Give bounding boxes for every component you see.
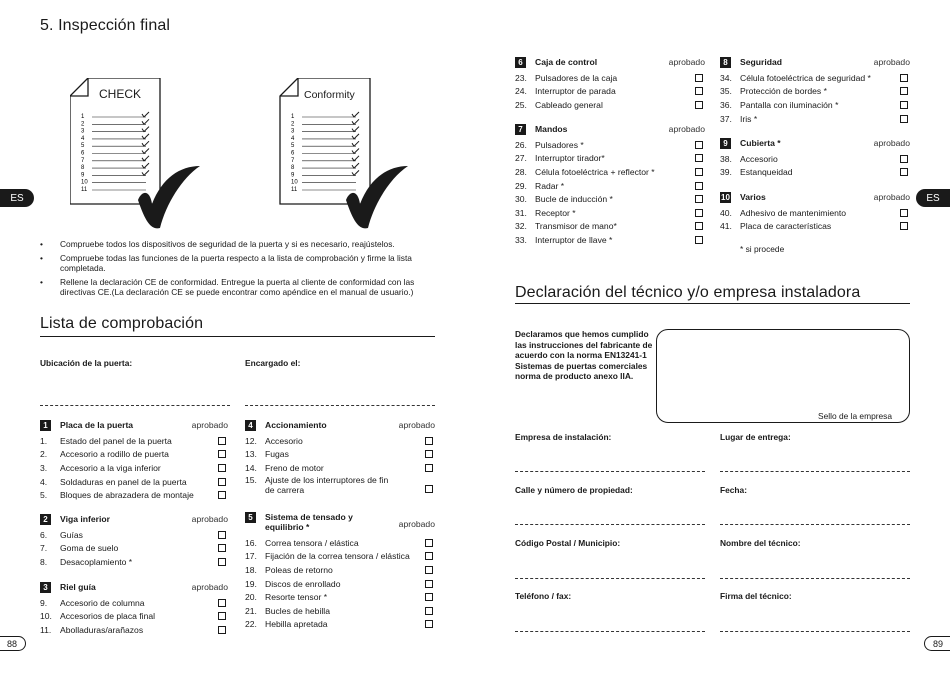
item-number: 13. xyxy=(245,449,257,460)
checklist-item xyxy=(245,475,435,497)
item-number: 17. xyxy=(245,551,257,562)
sheet-line-number: 6 xyxy=(81,150,85,157)
item-label: Bloques de abrazadera de montaje xyxy=(60,490,194,501)
item-number: 20. xyxy=(245,592,257,603)
item-number: 18. xyxy=(245,564,257,575)
checklist-section-2 xyxy=(40,514,228,569)
item-label: Célula fotoeléctrica de seguridad * xyxy=(740,72,871,83)
section-number-badge: 9 xyxy=(720,138,731,149)
approved-checkbox[interactable] xyxy=(695,182,703,190)
item-number: 31. xyxy=(515,207,527,218)
item-number: 7. xyxy=(40,543,48,554)
approved-checkbox[interactable] xyxy=(900,209,908,217)
item-number: 41. xyxy=(720,221,732,232)
item-label: Receptor * xyxy=(535,207,576,218)
declaration-text: Declaramos que hemos cumplido las instrucciones del fabricante de acuerdo con la norma EN13241-1 Sistemas de puertas comerciales norma de producto anexo IIA. xyxy=(515,329,653,382)
sheet-line-number: 9 xyxy=(291,172,295,179)
sheet-line-number: 10 xyxy=(81,179,88,186)
section-header xyxy=(245,512,435,536)
checklist-item xyxy=(515,192,705,206)
item-label: Accesorio xyxy=(740,153,778,164)
item-label: Resorte tensor * xyxy=(265,592,328,603)
page-number-right: 89 xyxy=(924,636,950,651)
item-number: 4. xyxy=(40,476,48,487)
sheet-line-number: 11 xyxy=(81,187,88,193)
approved-checkbox[interactable] xyxy=(218,612,226,620)
item-label: Interruptor tirador* xyxy=(535,153,605,164)
instruction-list xyxy=(40,239,440,301)
item-label: Estanqueidad xyxy=(740,167,793,178)
checklist-item xyxy=(515,220,705,234)
sheet-line-number: 6 xyxy=(291,150,295,157)
checklist-item xyxy=(515,233,705,247)
section-title: Varios xyxy=(740,192,766,202)
sheet-line-number: 7 xyxy=(81,157,85,164)
approved-checkbox[interactable] xyxy=(218,626,226,634)
item-number: 39. xyxy=(720,167,732,178)
item-label: Cableado general xyxy=(535,99,603,110)
checklist-item xyxy=(40,448,228,462)
sheet-line-number: 4 xyxy=(291,135,295,142)
section-header xyxy=(40,514,228,528)
approved-checkbox[interactable] xyxy=(425,450,433,458)
date-label: Fecha: xyxy=(720,485,747,495)
item-number: 28. xyxy=(515,166,527,177)
section-header xyxy=(515,57,705,71)
checklist-item xyxy=(720,71,910,85)
door-location-label: Ubicación de la puerta: xyxy=(40,358,133,368)
item-label: Adhesivo de mantenimiento xyxy=(740,207,847,218)
sheet-line-number: 5 xyxy=(291,143,295,150)
item-number: 36. xyxy=(720,99,732,110)
approved-column-label: aprobado xyxy=(873,192,910,202)
approved-checkbox[interactable] xyxy=(695,168,703,176)
sheet-line-number: 3 xyxy=(291,128,295,135)
approved-checkbox[interactable] xyxy=(218,544,226,552)
checklist-item xyxy=(40,528,228,542)
approved-checkbox[interactable] xyxy=(900,101,908,109)
section-header xyxy=(720,57,910,71)
item-number: 14. xyxy=(245,462,257,473)
item-label: Célula fotoeléctrica + reflector * xyxy=(535,166,655,177)
approved-checkbox[interactable] xyxy=(695,101,703,109)
checklist-item xyxy=(720,152,910,166)
checklist-section-3 xyxy=(40,582,228,637)
item-label: Goma de suelo xyxy=(60,543,119,554)
item-label: Placa de características xyxy=(740,221,832,232)
postal-label: Código Postal / Municipio: xyxy=(515,538,621,548)
section-header xyxy=(720,192,910,206)
item-label: Accesorio a la viga inferior xyxy=(60,462,161,473)
item-label: Protección de bordes * xyxy=(740,86,827,97)
commissioned-field[interactable] xyxy=(245,405,435,406)
checklist-section-8 xyxy=(720,57,910,125)
approved-checkbox[interactable] xyxy=(695,236,703,244)
postal-field[interactable] xyxy=(515,578,705,579)
item-number: 23. xyxy=(515,72,527,83)
sheet-line-number: 8 xyxy=(81,165,85,172)
approved-checkbox[interactable] xyxy=(425,464,433,472)
checklist-item xyxy=(515,71,705,85)
sheet-line-number: 2 xyxy=(81,121,85,128)
item-label: Poleas de retorno xyxy=(265,564,333,575)
approved-checkbox[interactable] xyxy=(900,115,908,123)
checklist-item xyxy=(40,555,228,569)
section-header xyxy=(40,420,228,434)
heading-checklist: Lista de comprobación xyxy=(40,315,204,332)
item-number: 10. xyxy=(40,611,52,622)
item-number: 25. xyxy=(515,99,527,110)
approved-column-label: aprobado xyxy=(668,124,705,134)
item-number: 22. xyxy=(245,619,257,630)
checklist-item xyxy=(245,434,435,448)
section-title: Cubierta * xyxy=(740,138,781,148)
item-label: Pulsadores * xyxy=(535,139,584,150)
sheet-line-number: 7 xyxy=(291,157,295,164)
approved-checkbox[interactable] xyxy=(695,87,703,95)
approved-checkbox[interactable] xyxy=(425,580,433,588)
sheet-line-number: 4 xyxy=(81,135,85,142)
checklist-item xyxy=(40,596,228,610)
approved-checkbox[interactable] xyxy=(695,154,703,162)
item-label: Bucle de inducción * xyxy=(535,194,613,205)
street-label: Calle y número de propiedad: xyxy=(515,485,633,495)
checklist-item xyxy=(515,138,705,152)
language-tab-left: ES xyxy=(0,189,34,207)
checklist-item xyxy=(245,604,435,618)
item-label: Desacoplamiento * xyxy=(60,556,133,567)
approved-checkbox[interactable] xyxy=(900,168,908,176)
item-label: Ajuste de los interruptores de fin de carrera xyxy=(265,474,389,495)
checklist-item xyxy=(515,152,705,166)
sheet-line-number: 5 xyxy=(81,143,85,150)
item-label: Accesorio xyxy=(265,435,303,446)
check-sheet-title: CHECK xyxy=(99,87,142,101)
checklist-item xyxy=(245,563,435,577)
phone-field[interactable] xyxy=(515,631,705,632)
item-label: Interruptor de llave * xyxy=(535,234,613,245)
item-label: Discos de enrollado xyxy=(265,578,341,589)
approved-checkbox[interactable] xyxy=(425,552,433,560)
section-number-badge: 1 xyxy=(40,420,51,431)
approved-checkbox[interactable] xyxy=(900,74,908,82)
instruction-item: • Rellene la declaración CE de conformidad. Entregue la puerta al cliente de conformidad con las directivas CE.(La declaración CE se puede encontrar como apéndice en el manual de usuario.) xyxy=(40,277,440,298)
approved-checkbox[interactable] xyxy=(900,87,908,95)
item-number: 15. xyxy=(245,474,257,485)
approved-column-label: aprobado xyxy=(873,138,910,148)
checklist-item xyxy=(245,461,435,475)
section-title: Mandos xyxy=(535,124,568,134)
approved-column-label: aprobado xyxy=(668,57,705,67)
checklist-section-4 xyxy=(245,420,435,497)
approved-checkbox[interactable] xyxy=(218,464,226,472)
checklist-item xyxy=(720,85,910,99)
delivery-place-field[interactable] xyxy=(720,471,910,472)
approved-checkbox[interactable] xyxy=(218,450,226,458)
checklist-item xyxy=(515,179,705,193)
approved-column-label: aprobado xyxy=(398,519,435,529)
checklist-item xyxy=(720,206,910,220)
section-title: Placa de la puerta xyxy=(60,420,134,430)
checklist-item xyxy=(720,112,910,126)
sheet-line-number: 1 xyxy=(81,114,85,120)
approved-checkbox[interactable] xyxy=(425,437,433,445)
approved-checkbox[interactable] xyxy=(425,566,433,574)
approved-checkbox[interactable] xyxy=(425,539,433,547)
item-number: 27. xyxy=(515,153,527,164)
item-label: Bucles de hebilla xyxy=(265,605,330,616)
approved-checkbox[interactable] xyxy=(695,222,703,230)
item-number: 38. xyxy=(720,153,732,164)
item-label: Iris * xyxy=(740,113,758,124)
instruction-item: • Compruebe todas las funciones de la puerta respecto a la lista de comprobación y firme la lista completada. xyxy=(40,253,440,274)
checklist-item xyxy=(720,98,910,112)
section-number-badge: 10 xyxy=(721,193,730,202)
approved-checkbox[interactable] xyxy=(695,209,703,217)
phone-label: Teléfono / fax: xyxy=(515,591,572,601)
company-stamp-box[interactable] xyxy=(656,329,910,423)
checklist-item xyxy=(515,206,705,220)
signature-field[interactable] xyxy=(720,631,910,632)
technician-name-field[interactable] xyxy=(720,578,910,579)
section-number-badge: 8 xyxy=(720,57,731,68)
conformity-sheet-title: Conformity xyxy=(304,89,355,101)
checklist-item xyxy=(515,98,705,112)
checklist-item xyxy=(245,536,435,550)
item-number: 21. xyxy=(245,605,257,616)
checklist-section-9 xyxy=(720,138,910,179)
section-title: Riel guía xyxy=(60,582,96,592)
item-label: Radar * xyxy=(535,180,565,191)
check-sheet-icon xyxy=(70,78,200,228)
door-location-field[interactable] xyxy=(40,405,230,406)
checklist-item xyxy=(245,448,435,462)
section-number-badge: 2 xyxy=(40,514,51,525)
checklist-item xyxy=(40,542,228,556)
item-number: 16. xyxy=(245,537,257,548)
section-number-badge: 6 xyxy=(515,57,526,68)
checklist-item xyxy=(515,165,705,179)
item-label: Hebilla apretada xyxy=(265,619,328,630)
sheet-line-number: 10 xyxy=(291,179,298,186)
section-header xyxy=(40,582,228,596)
page-number-left: 88 xyxy=(0,636,26,651)
sheet-line-number: 1 xyxy=(291,114,295,120)
approved-checkbox[interactable] xyxy=(218,558,226,566)
item-number: 19. xyxy=(245,578,257,589)
checklist-item xyxy=(40,610,228,624)
item-number: 11. xyxy=(40,624,52,635)
checklist-item xyxy=(720,220,910,234)
sheet-line-number: 11 xyxy=(291,187,298,193)
item-number: 29. xyxy=(515,180,527,191)
section-number-badge: 7 xyxy=(515,124,526,135)
sheet-line-number: 3 xyxy=(81,128,85,135)
item-number: 1. xyxy=(40,435,48,446)
checklist-item xyxy=(515,85,705,99)
item-number: 24. xyxy=(515,86,527,97)
approved-checkbox[interactable] xyxy=(425,485,433,493)
item-number: 26. xyxy=(515,139,527,150)
section-title: Sistema de tensado y equilibrio * xyxy=(265,512,353,532)
item-number: 2. xyxy=(40,449,48,460)
instruction-item: • Compruebe todos los dispositivos de seguridad de la puerta y si es necesario, reajústelos. xyxy=(40,239,440,250)
item-label: Interruptor de parada xyxy=(535,86,616,97)
company-stamp-label: Sello de la empresa xyxy=(818,411,893,421)
approved-checkbox[interactable] xyxy=(900,155,908,163)
approved-checkbox[interactable] xyxy=(218,491,226,499)
checklist-section-5 xyxy=(245,512,435,631)
checklist-item xyxy=(245,577,435,591)
item-number: 6. xyxy=(40,529,48,540)
checklist-item xyxy=(40,461,228,475)
conformity-sheet-icon xyxy=(280,78,408,228)
approved-checkbox[interactable] xyxy=(900,222,908,230)
checklist-section-10 xyxy=(720,192,910,233)
approved-column-label: aprobado xyxy=(398,420,435,430)
section-title: Caja de control xyxy=(535,57,598,67)
section-number-badge: 3 xyxy=(40,582,51,593)
approved-column-label: aprobado xyxy=(191,514,228,524)
commissioned-label: Encargado el: xyxy=(245,358,301,368)
delivery-place-label: Lugar de entrega: xyxy=(720,432,791,442)
approved-checkbox[interactable] xyxy=(695,195,703,203)
item-number: 33. xyxy=(515,234,527,245)
item-number: 32. xyxy=(515,221,527,232)
checklist-item xyxy=(245,550,435,564)
checklist-section-6 xyxy=(515,57,705,112)
item-number: 9. xyxy=(40,597,48,608)
section-title: Seguridad xyxy=(740,57,783,67)
item-label: Accesorio a rodillo de puerta xyxy=(60,449,169,460)
company-label: Empresa de instalación: xyxy=(515,432,612,442)
section-title: Viga inferior xyxy=(60,514,110,524)
approved-column-label: aprobado xyxy=(191,582,228,592)
section-number-badge: 5 xyxy=(245,512,256,523)
item-label: Pantalla con iluminación * xyxy=(740,99,839,110)
item-label: Pulsadores de la caja xyxy=(535,72,618,83)
item-number: 34. xyxy=(720,72,732,83)
approved-checkbox[interactable] xyxy=(218,531,226,539)
item-number: 30. xyxy=(515,194,527,205)
item-number: 8. xyxy=(40,556,48,567)
approved-checkbox[interactable] xyxy=(425,607,433,615)
item-number: 5. xyxy=(40,490,48,501)
sheet-line-number: 8 xyxy=(291,165,295,172)
item-number: 37. xyxy=(720,113,732,124)
item-number: 12. xyxy=(245,435,257,446)
checklist-item xyxy=(40,623,228,637)
checklist-item xyxy=(245,618,435,632)
checklist-item xyxy=(40,475,228,489)
checklist-illustration xyxy=(70,78,430,230)
heading-declaration: Declaración del técnico y/o empresa instaladora xyxy=(515,284,861,301)
section-header xyxy=(720,138,910,152)
item-number: 3. xyxy=(40,462,48,473)
item-label: Fijación de la correa tensora / elástica xyxy=(265,551,410,562)
approved-column-label: aprobado xyxy=(191,420,228,430)
checklist-section-7 xyxy=(515,124,705,247)
item-label: Freno de motor xyxy=(265,462,324,473)
item-number: 35. xyxy=(720,86,732,97)
footnote: * si procede xyxy=(740,244,785,254)
heading-final-inspection: 5. Inspección final xyxy=(40,17,170,34)
checklist-item xyxy=(40,434,228,448)
signature-label: Firma del técnico: xyxy=(720,591,792,601)
street-field[interactable] xyxy=(515,524,705,525)
approved-checkbox[interactable] xyxy=(425,620,433,628)
approved-checkbox[interactable] xyxy=(425,593,433,601)
item-label: Correa tensora / elástica xyxy=(265,537,359,548)
item-label: Accesorio de columna xyxy=(60,597,145,608)
item-number: 40. xyxy=(720,207,732,218)
item-label: Transmisor de mano* xyxy=(535,221,617,232)
sheet-line-number: 2 xyxy=(291,121,295,128)
approved-checkbox[interactable] xyxy=(218,478,226,486)
item-label: Soldaduras en panel de la puerta xyxy=(60,476,187,487)
language-tab-right: ES xyxy=(916,189,950,207)
section-title: Accionamiento xyxy=(265,420,327,430)
item-label: Fugas xyxy=(265,449,289,460)
approved-column-label: aprobado xyxy=(873,57,910,67)
approved-checkbox[interactable] xyxy=(695,141,703,149)
approved-checkbox[interactable] xyxy=(695,74,703,82)
section-header xyxy=(515,124,705,138)
item-label: Guías xyxy=(60,529,83,540)
checklist-item xyxy=(40,488,228,502)
section-number-badge: 4 xyxy=(245,420,256,431)
item-label: Abolladuras/arañazos xyxy=(60,624,144,635)
section-header xyxy=(245,420,435,434)
item-label: Accesorios de placa final xyxy=(60,611,156,622)
approved-checkbox[interactable] xyxy=(218,599,226,607)
checklist-item xyxy=(720,166,910,180)
checklist-item xyxy=(245,590,435,604)
checklist-section-1 xyxy=(40,420,228,502)
technician-name-label: Nombre del técnico: xyxy=(720,538,801,548)
date-field[interactable] xyxy=(720,524,910,525)
item-label: Estado del panel de la puerta xyxy=(60,435,172,446)
approved-checkbox[interactable] xyxy=(218,437,226,445)
company-field[interactable] xyxy=(515,471,705,472)
sheet-line-number: 9 xyxy=(81,172,85,179)
